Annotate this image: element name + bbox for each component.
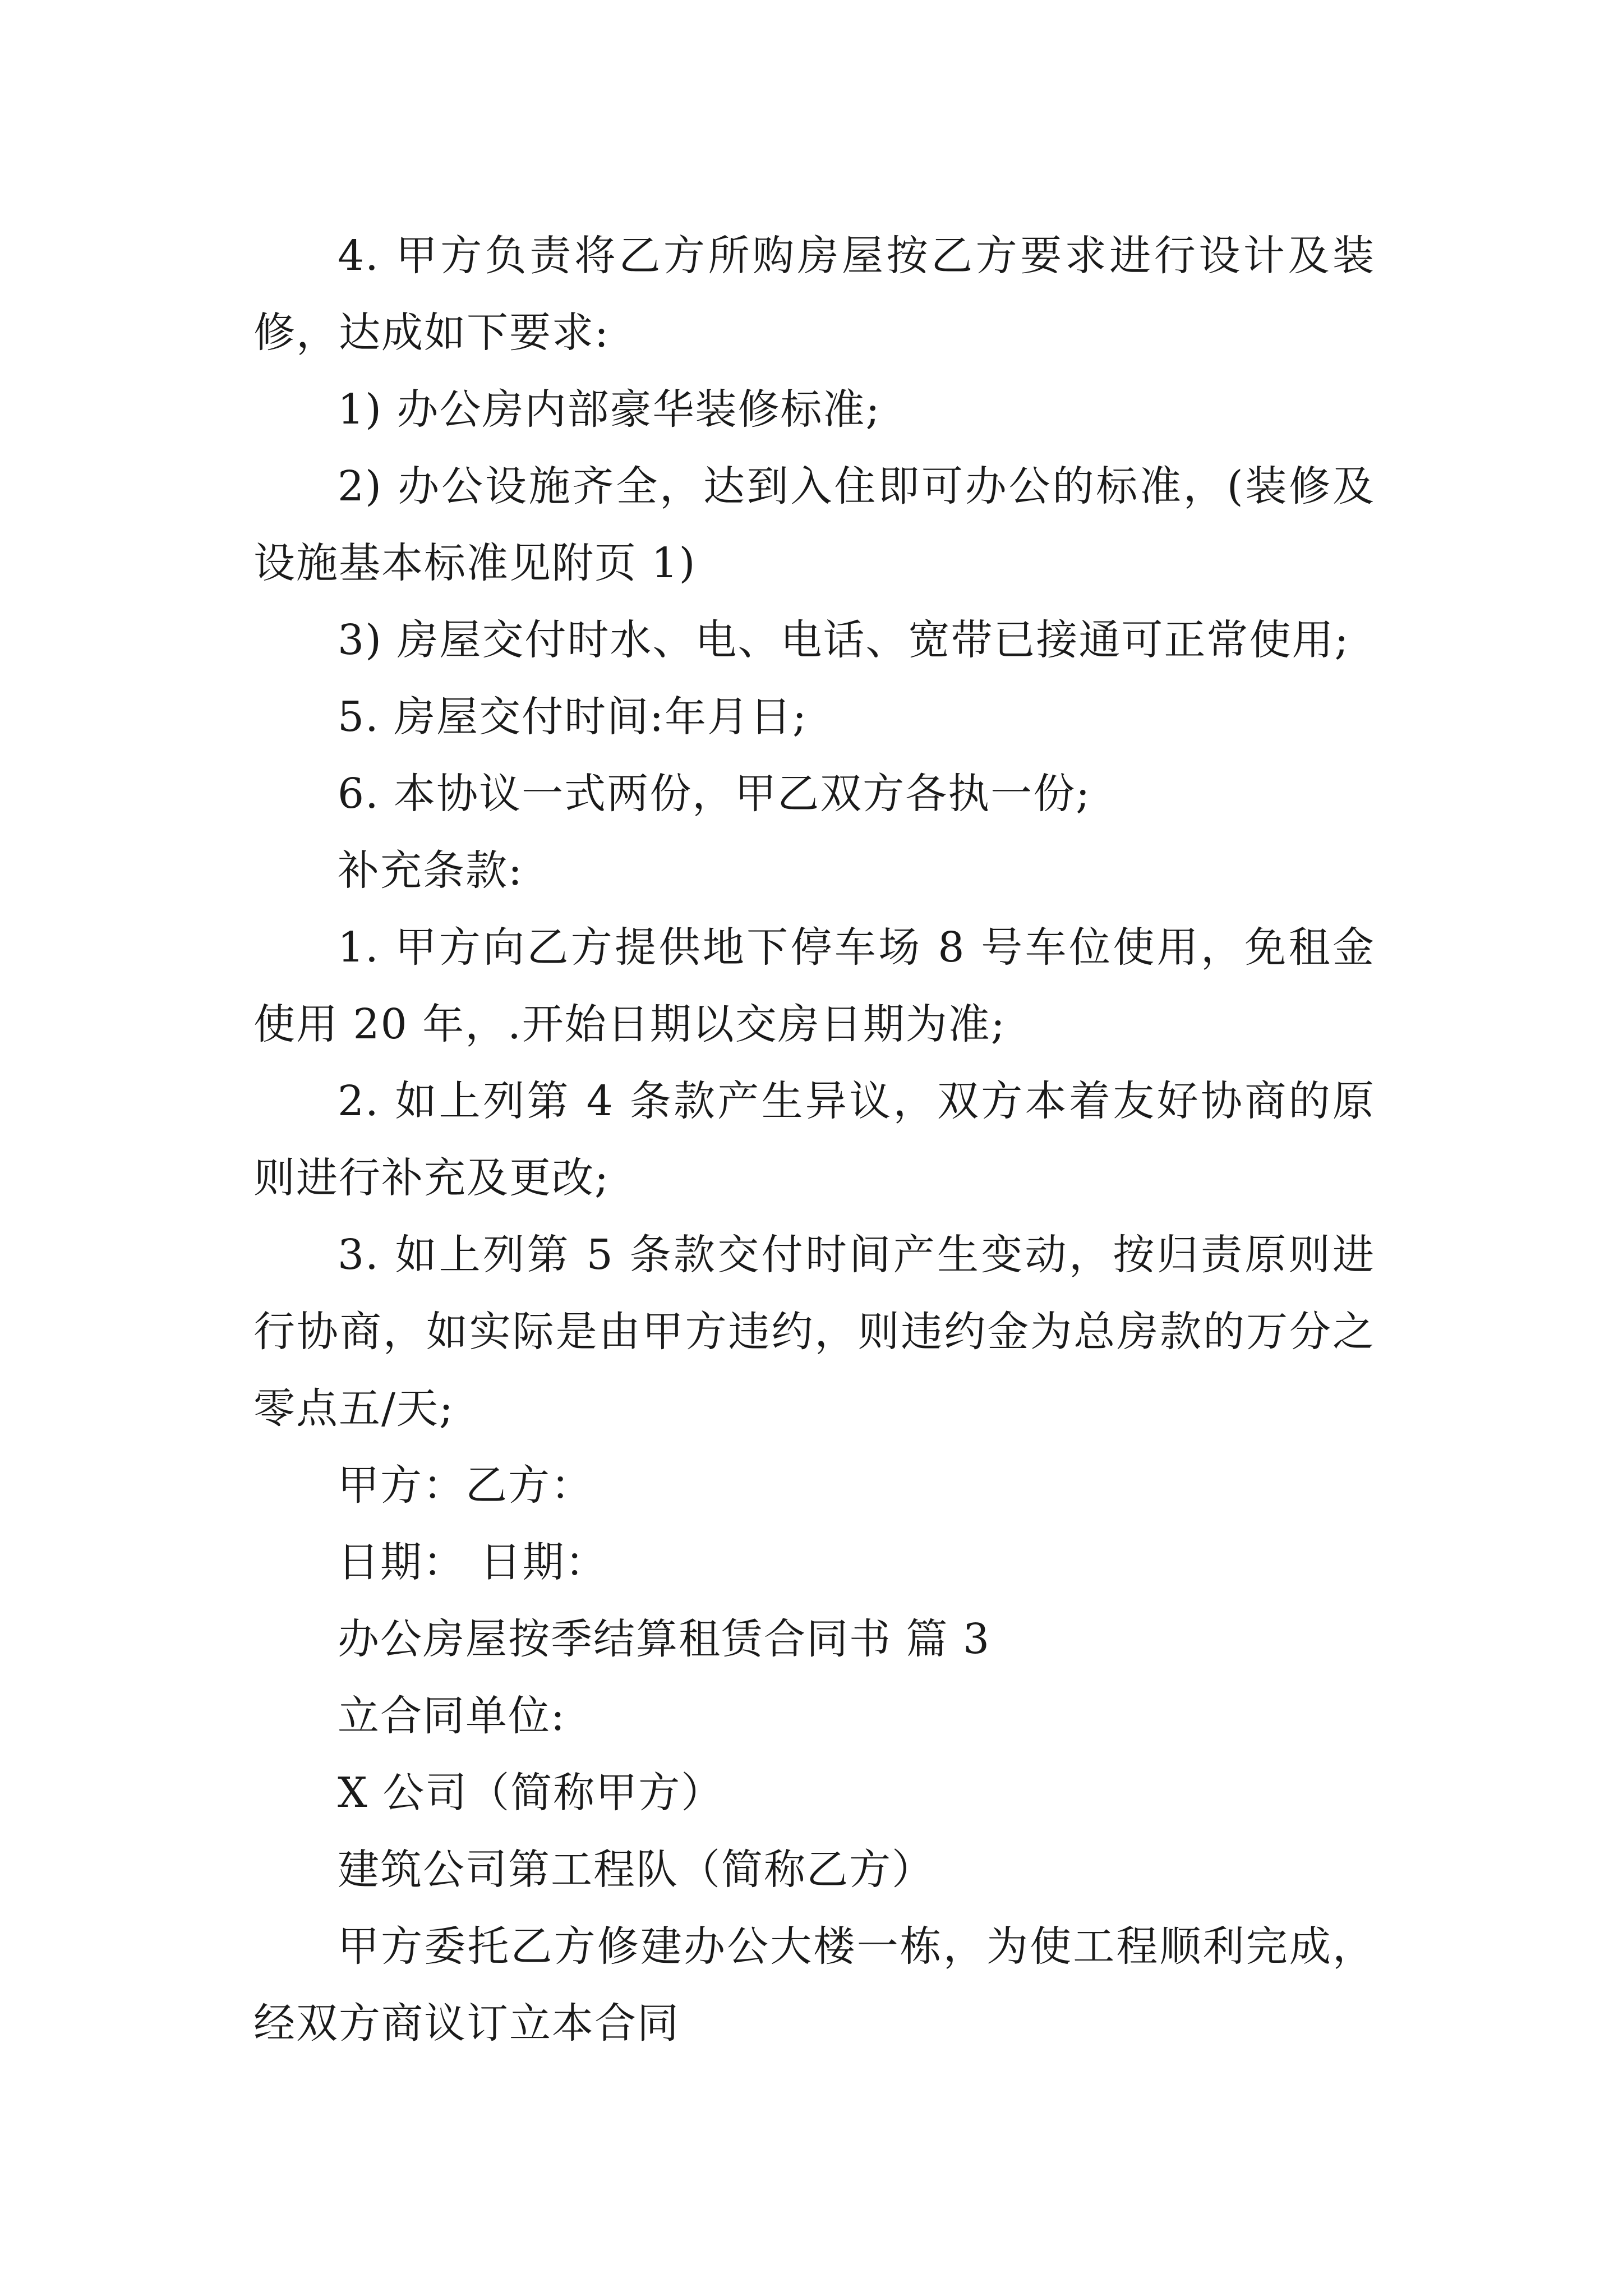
contract-intro: 甲方委托乙方修建办公大楼一栋，为使工程顺利完成，经双方商议订立本合同 — [253, 1922, 1375, 2047]
paragraph-item-3: 3) 房屋交付时水、电、电话、宽带已接通可正常使用; — [338, 616, 1350, 664]
contracting-units-label: 立合同单位: — [338, 1692, 566, 1740]
paragraph-clause-4: 4. 甲方负责将乙方所购房屋按乙方要求进行设计及装修，达成如下要求: — [253, 232, 1375, 357]
paragraph-item-1: 1) 办公房内部豪华装修标准; — [338, 385, 881, 434]
paragraph-clause-6: 6. 本协议一式两份，甲乙双方各执一份; — [338, 770, 1091, 818]
supplementary-clause-2: 2. 如上列第 4 条款产生异议，双方本着友好协商的原则进行补充及更改; — [253, 1077, 1375, 1202]
supplementary-clause-3: 3. 如上列第 5 条款交付时间产生变动，按归责原则进行协商，如实际是由甲方违约，则违约金为总房款的万分之零点五/天; — [253, 1231, 1375, 1433]
supplementary-heading: 补充条款: — [338, 846, 523, 895]
contract-title: 办公房屋按季结算租赁合同书 篇 3 — [338, 1615, 991, 1663]
signature-parties: 甲方：乙方： — [338, 1461, 593, 1510]
paragraph-item-2: 2) 办公设施齐全，达到入住即可办公的标准，(装修及设施基本标准见附页 1) — [253, 462, 1375, 587]
document-body — [253, 218, 1375, 2062]
party-b: 建筑公司第工程队（简称乙方） — [338, 1846, 934, 1894]
paragraph-clause-5: 5. 房屋交付时间:年月日; — [338, 693, 808, 741]
supplementary-clause-1: 1. 甲方向乙方提供地下停车场 8 号车位使用，免租金使用 20 年，.开始日期以交房日期为准; — [253, 923, 1375, 1048]
party-a: X 公司（简称甲方） — [338, 1769, 724, 1817]
signature-dates: 日期： 日期： — [338, 1538, 608, 1586]
